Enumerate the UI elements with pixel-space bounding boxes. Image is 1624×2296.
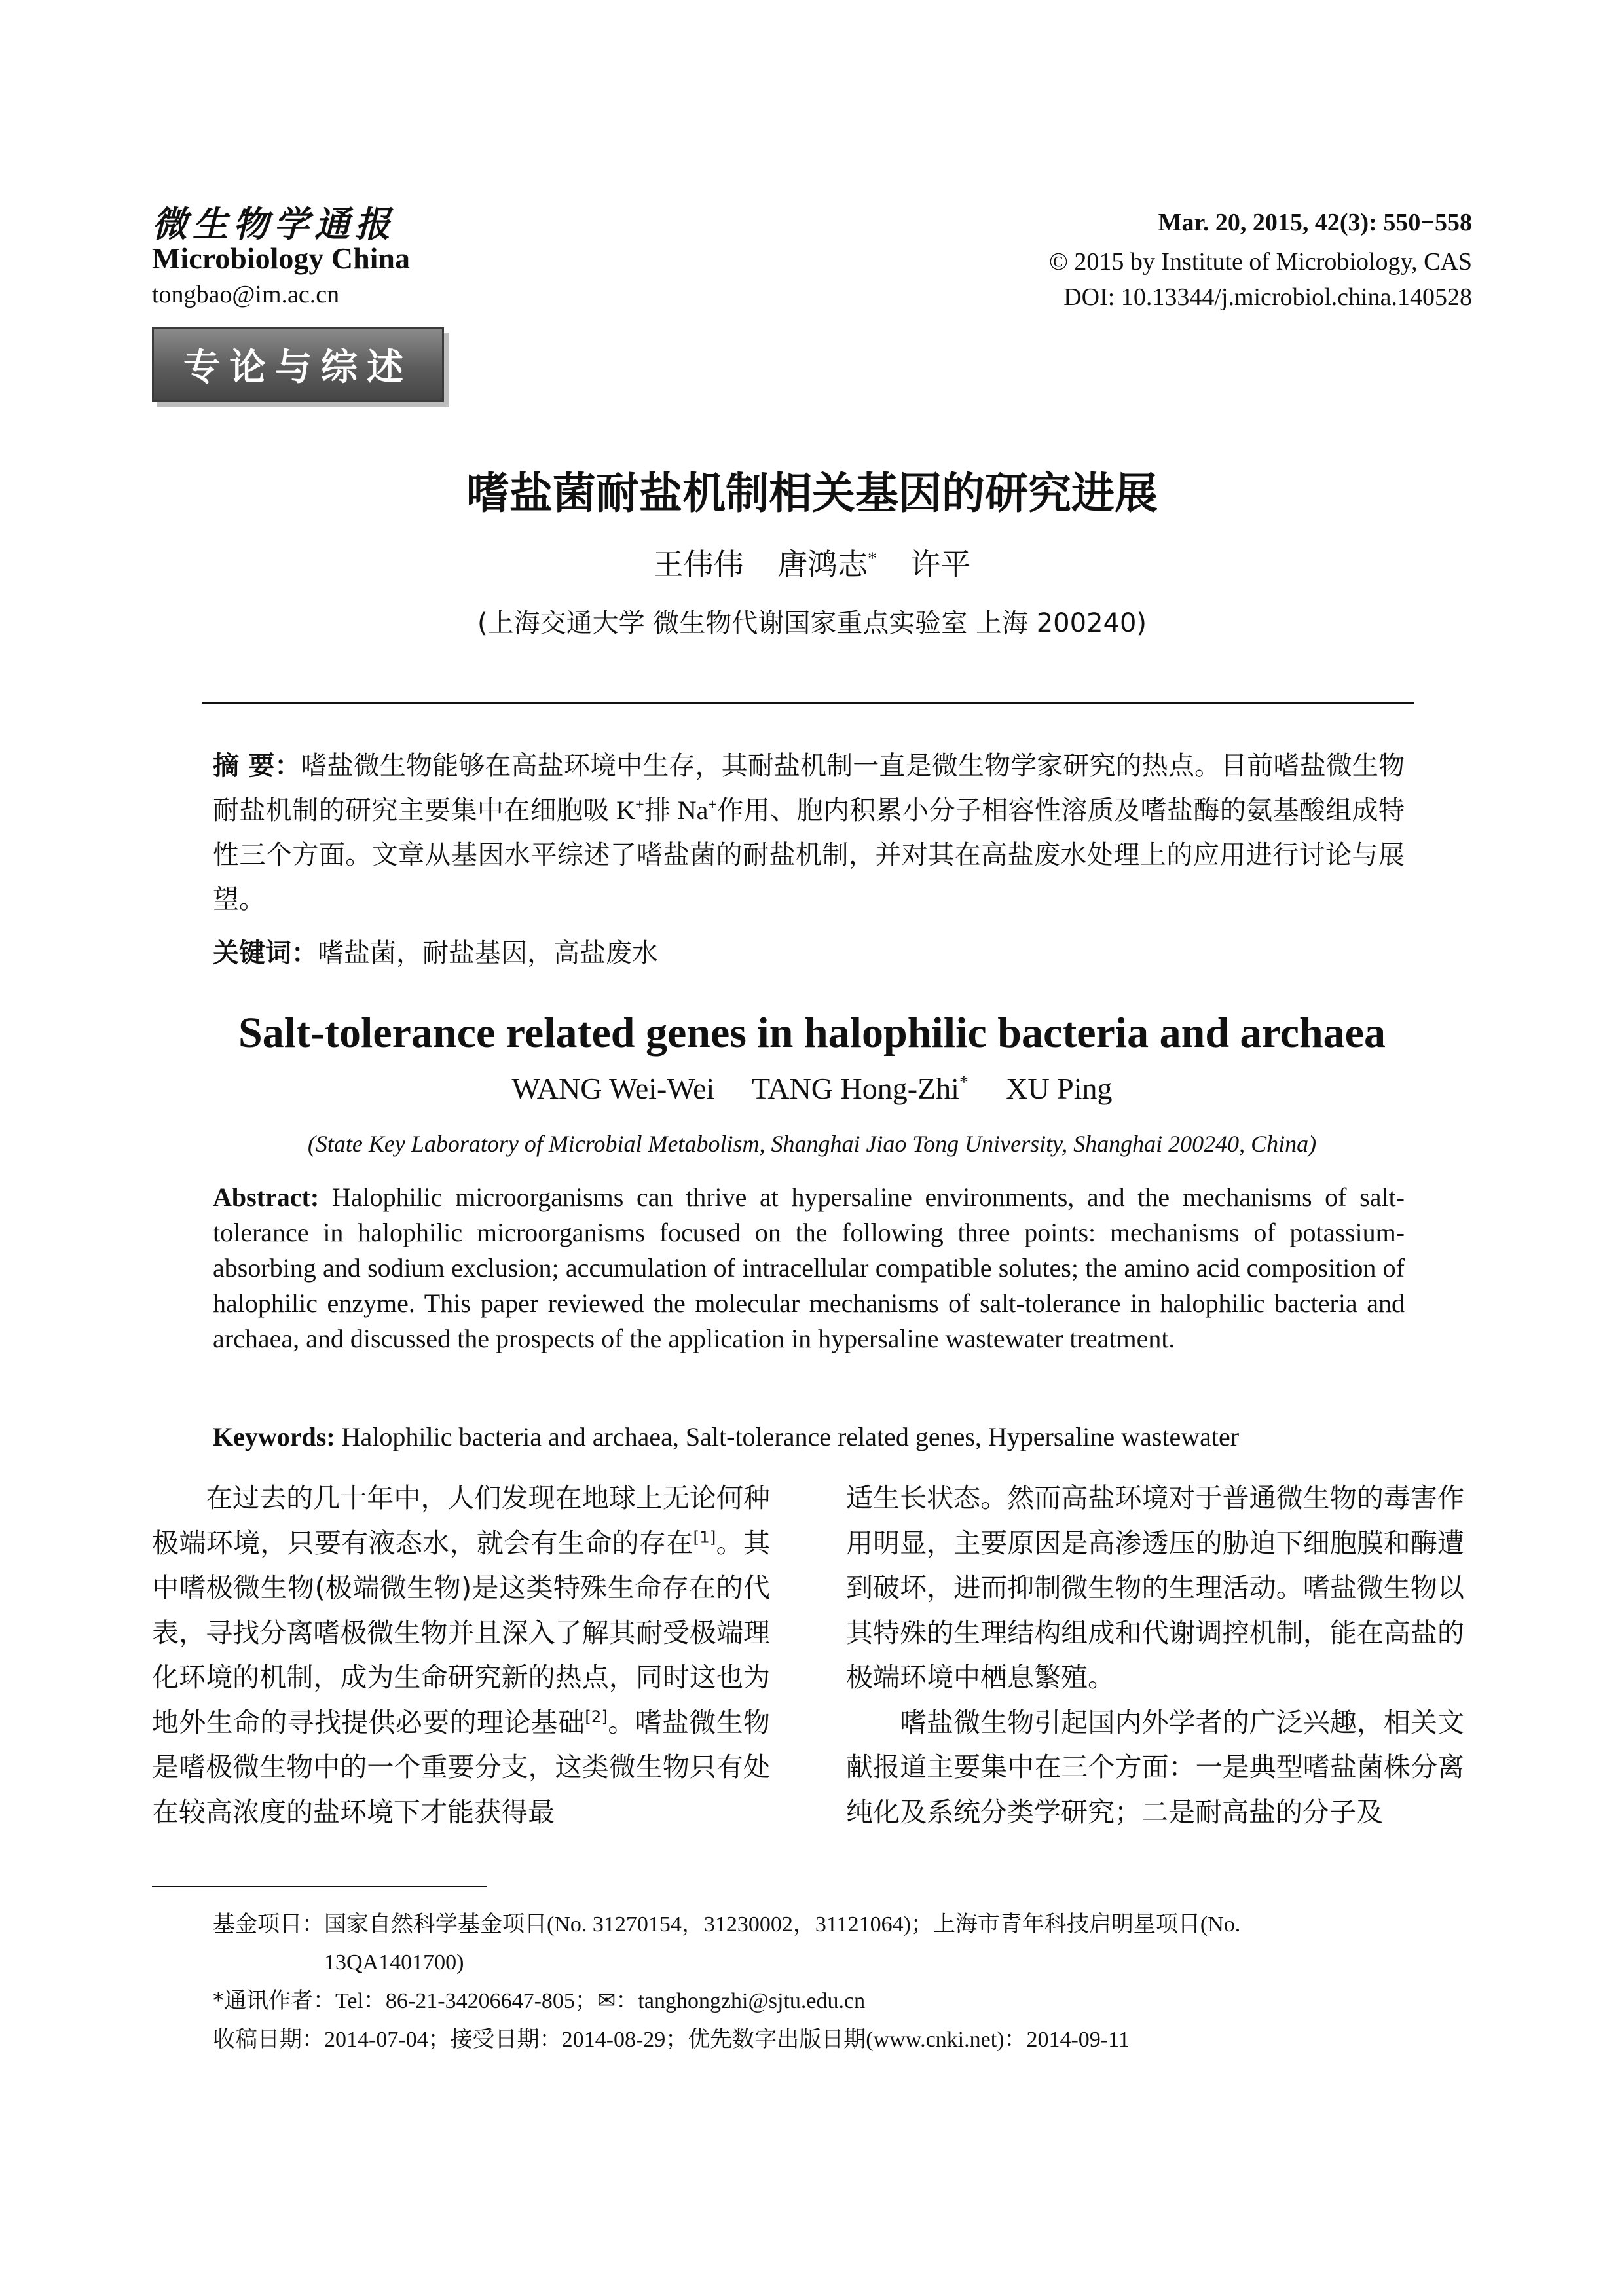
abstract-cn-label: 摘 要： <box>213 751 301 781</box>
keywords-en-text: Halophilic bacteria and archaea, Salt-tolerance related genes, Hypersaline wastewater <box>335 1422 1240 1451</box>
envelope-icon: ✉ <box>597 1989 616 2013</box>
author-2-en: TANG Hong-Zhi* <box>751 1071 969 1105</box>
body-paragraph: 适生长状态。然而高盐环境对于普通微生物的毒害作用明显，主要原因是高渗透压的胁迫下细胞膜和酶遭到破坏，进而抑制微生物的生理活动。嗜盐微生物以其特殊的生理结构组成和代谢调控机制，能在高盐的极端环境中栖息繁殖。 <box>846 1482 1464 1693</box>
copyright-line: © 2015 by Institute of Microbiology, CAS <box>1049 248 1472 276</box>
author-1-en: WANG Wei-Wei <box>511 1072 715 1105</box>
footnote-divider <box>152 1886 487 1887</box>
affiliation-en: (State Key Laboratory of Microbial Metabolism, Shanghai Jiao Tong University, Shanghai 200240, China) <box>307 1131 1317 1157</box>
keywords-cn-text: 嗜盐菌，耐盐基因，高盐废水 <box>318 938 658 968</box>
issue-date-volume: Mar. 20, 2015, 42(3): 550−558 <box>1158 209 1472 236</box>
body-paragraph: 嗜盐微生物引起国内外学者的广泛兴趣，相关文献报道主要集中在三个方面：一是典型嗜盐菌株分离纯化及系统分类学研究；二是耐高盐的分子及 <box>846 1706 1464 1828</box>
corresponding-mark-en: * <box>959 1071 969 1092</box>
doi-line: DOI: 10.13344/j.microbiol.china.140528 <box>1063 283 1472 311</box>
footnote-corresponding: *通讯作者：Tel：86-21-34206647-805；✉：tanghongzhi@sjtu.edu.cn <box>213 1988 866 2014</box>
authors-en <box>0 1071 1624 1106</box>
journal-name-en: Microbiology China <box>152 242 411 275</box>
article-title-cn: 嗜盐菌耐盐机制相关基因的研究进展 <box>466 468 1158 519</box>
abstract-en-label: Abstract: <box>213 1182 320 1212</box>
author-3-cn: 许平 <box>910 548 971 581</box>
author-2-cn: 唐鸿志* <box>777 547 877 581</box>
footnote-dates: 收稿日期：2014-07-04；接受日期：2014-08-29；优先数字出版日期(www.cnki.net)：2014-09-11 <box>213 2026 1130 2052</box>
body-paragraph: 在过去的几十年中，人们发现在地球上无论何种极端环境，只要有液态水，就会有生命的存在[1]。其中嗜极微生物(极端微生物)是这类特殊生命存在的代表，寻找分离嗜极微生物并且深入了解其耐受极端理化环境的机制，成为生命研究新的热点，同时这也为地外生命的寻找提供必要的理论基础[2]。嗜盐微生物是嗜极微生物中的一个重要分支，这类微生物只有处在较高浓度的盐环境下才能获得最 <box>152 1482 771 1828</box>
abstract-en <box>213 1180 1405 1357</box>
keywords-en-label: Keywords: <box>213 1422 335 1451</box>
corresponding-mark: * <box>868 547 877 568</box>
author-1-cn: 王伟伟 <box>653 548 744 581</box>
keywords-en <box>213 1419 1405 1455</box>
journal-email: tongbao@im.ac.cn <box>152 281 340 308</box>
footnotes <box>213 1905 1405 2059</box>
column-badge-label: 专论与综述 <box>183 346 413 389</box>
abstract-en-text: Halophilic microorganisms can thrive at hypersaline environments, and the mechanisms of salt-tolerance in halophilic microorganisms focused on the following three points: mechanisms of potassium-absorbing and sodium exclusion; accumulation of intracellular compatible solutes; the amino acid composition of halophilic enzyme. This paper reviewed the molecular mechanisms of salt-tolerance in halophilic bacteria and archaea, and discussed the prospects of the application in hypersaline wastewater treatment. <box>213 1182 1405 1353</box>
corresponding-email[interactable]: ：tanghongzhi@sjtu.edu.cn <box>616 1989 866 2013</box>
keywords-cn-label: 关键词： <box>213 938 318 968</box>
citation-link[interactable]: [1] <box>693 1527 716 1546</box>
abstract-cn: 摘 要：嗜盐微生物能够在高盐环境中生存，其耐盐机制一直是微生物学家研究的热点。目前嗜盐微生物耐盐机制的研究主要集中在细胞吸 K+排 Na+作用、胞内积累小分子相容性溶质及嗜盐酶的氨基酸组成特性三个方面。文章从基因水平综述了嗜盐菌的耐盐机制，并对其在高盐废水处理上的应用进行讨论与展望。 <box>213 751 1405 914</box>
body-column-left <box>152 1476 770 1834</box>
title-divider <box>202 702 1414 704</box>
article-title-en: Salt-tolerance related genes in halophilic bacteria and archaea <box>238 1009 1386 1057</box>
column-badge <box>152 327 444 402</box>
author-3-en: XU Ping <box>1006 1072 1113 1105</box>
citation-link[interactable]: [2] <box>585 1706 608 1726</box>
body-column-right <box>846 1476 1464 1834</box>
journal-name-cn: 微生物学通报 <box>152 205 396 244</box>
footnote-funding: 基金项目：国家自然科学基金项目(No. 31270154，31230002，31121064)；上海市青年科技启明星项目(No. <box>213 1911 1241 1937</box>
footnote-funding-cont: 13QA1401700) <box>324 1950 464 1975</box>
keywords-cn <box>213 931 1405 975</box>
affiliation-cn: (上海交通大学 微生物代谢国家重点实验室 上海 200240) <box>477 608 1147 638</box>
authors-cn <box>0 541 1624 584</box>
